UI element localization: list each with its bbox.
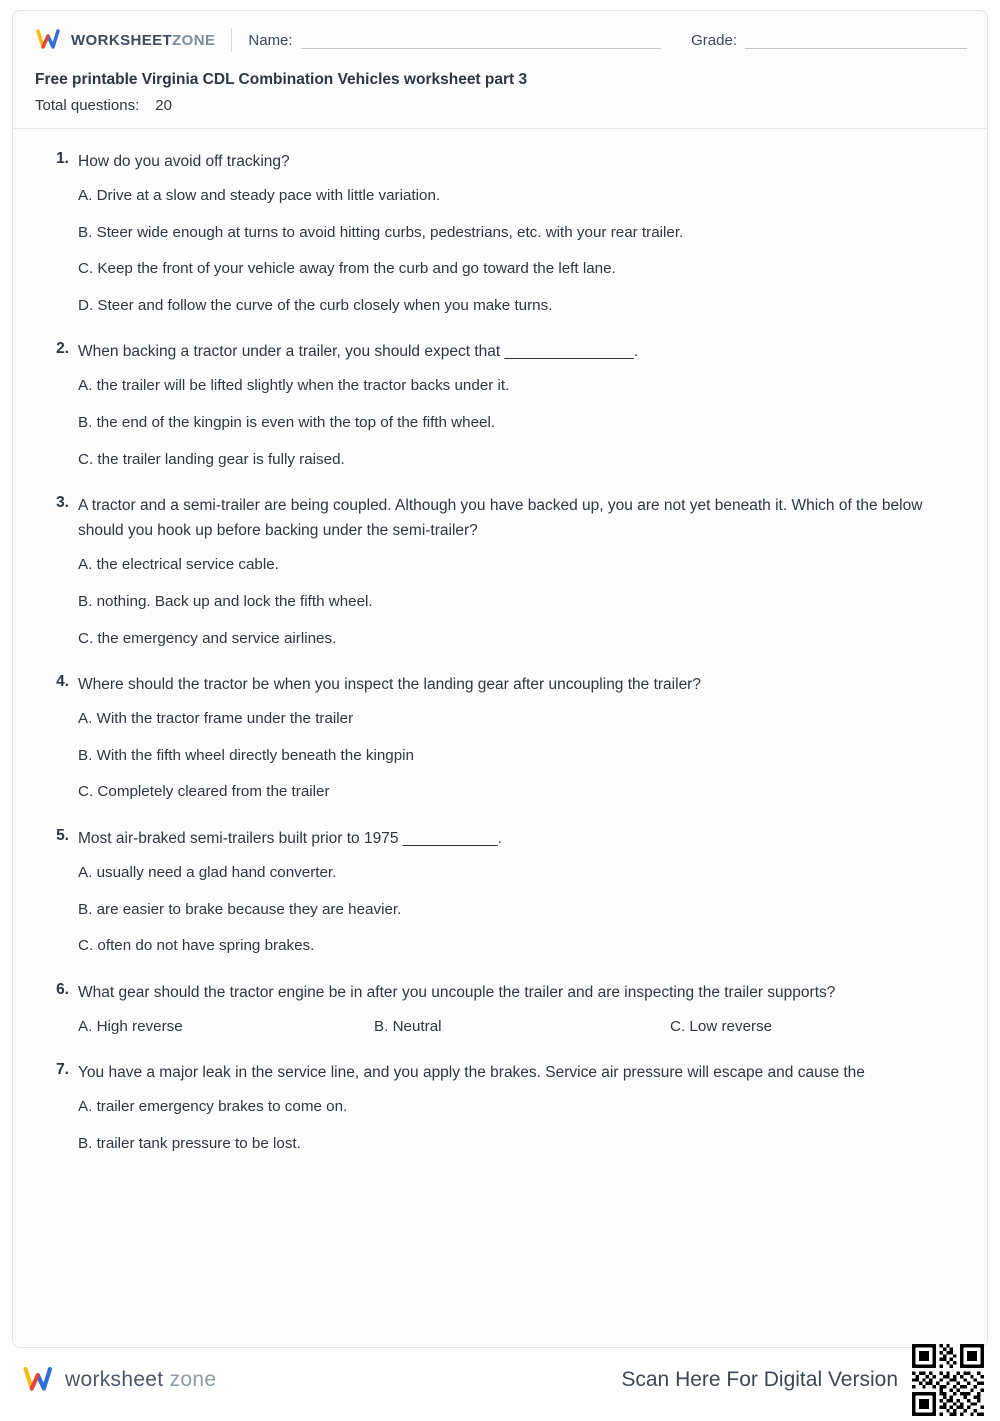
- question-header: [43, 826, 957, 851]
- option-item[interactable]: C. the trailer landing gear is fully raised.: [78, 450, 345, 468]
- question-header: [43, 980, 957, 1005]
- question-header: [43, 672, 957, 697]
- logo-word-primary: WORKSHEET: [71, 31, 173, 49]
- footer-logo-word-primary: worksheet: [65, 1368, 164, 1391]
- question-text: What gear should the tractor engine be in after you uncouple the trailer and are inspecting the trailer supports?: [78, 983, 836, 1001]
- option-item[interactable]: B. Steer wide enough at turns to avoid hitting curbs, pedestrians, etc. with your rear trailer.: [78, 223, 684, 241]
- option-item[interactable]: A. usually need a glad hand converter.: [78, 863, 337, 881]
- question-number: 7.: [56, 1061, 69, 1079]
- option-item[interactable]: A. Drive at a slow and steady pace with little variation.: [78, 187, 441, 205]
- header-logo: [35, 26, 215, 54]
- question-number: 2.: [56, 340, 69, 358]
- scan-prompt: Scan Here For Digital Version: [621, 1368, 898, 1391]
- worksheetzone-logo-icon: [35, 26, 63, 54]
- question-item: [43, 980, 957, 1039]
- footer-logo-word-secondary: zone: [169, 1368, 217, 1391]
- option-item[interactable]: D. Steer and follow the curve of the curb closely when you make turns.: [78, 296, 553, 314]
- question-item: [43, 339, 957, 471]
- question-text: When backing a tractor under a trailer, you should expect that _______________.: [78, 343, 639, 361]
- header-divider: [231, 28, 232, 52]
- option-list: [43, 1095, 957, 1155]
- question-header: [43, 339, 957, 364]
- option-item[interactable]: C. often do not have spring brakes.: [78, 937, 315, 955]
- title-block: [13, 69, 987, 128]
- total-questions-label: Total questions:: [35, 97, 140, 114]
- question-item: [43, 672, 957, 804]
- option-list: [43, 861, 957, 958]
- option-item[interactable]: A. the trailer will be lifted slightly when the tractor backs under it.: [78, 377, 510, 395]
- option-list: [43, 184, 957, 317]
- name-input[interactable]: [301, 32, 661, 49]
- question-text: Where should the tractor be when you inspect the landing gear after uncoupling the trailer?: [78, 676, 701, 694]
- total-questions: [35, 97, 965, 114]
- header-logo-text: [71, 32, 215, 49]
- total-questions-count: 20: [155, 97, 172, 114]
- option-item[interactable]: B. trailer tank pressure to be lost.: [78, 1135, 301, 1152]
- question-number: 3.: [56, 494, 69, 512]
- question-number: 5.: [56, 826, 69, 844]
- option-item[interactable]: B. nothing. Back up and lock the fifth wheel.: [78, 592, 373, 610]
- option-item[interactable]: C. Keep the front of your vehicle away from the curb and go toward the left lane.: [78, 260, 616, 278]
- footer-logo: [22, 1363, 216, 1397]
- question-item: [43, 826, 957, 958]
- option-item[interactable]: A. High reverse: [78, 1017, 183, 1035]
- option-list: [43, 374, 957, 471]
- grade-input[interactable]: [745, 32, 967, 49]
- page-header: [13, 11, 987, 69]
- worksheet-page: [12, 10, 988, 1348]
- option-item[interactable]: A. With the tractor frame under the trailer: [78, 710, 354, 728]
- question-header: [43, 1060, 957, 1085]
- option-item[interactable]: C. the emergency and service airlines.: [78, 629, 337, 647]
- option-item[interactable]: A. the electrical service cable.: [78, 556, 279, 574]
- option-item[interactable]: B. are easier to brake because they are heavier.: [78, 900, 402, 918]
- option-list: [43, 553, 957, 650]
- question-number: 1.: [56, 150, 69, 167]
- qr-code-icon[interactable]: [912, 1344, 984, 1416]
- question-text: Most air-braked semi-trailers built prior to 1975 ___________.: [78, 829, 502, 847]
- page-footer: [12, 1354, 988, 1406]
- option-item[interactable]: C. Completely cleared from the trailer: [78, 783, 330, 801]
- footer-logo-text: [65, 1368, 216, 1392]
- question-text: How do you avoid off tracking?: [78, 153, 290, 170]
- question-item: [43, 1060, 957, 1155]
- question-item: [43, 149, 957, 317]
- question-item: [43, 493, 957, 650]
- option-list: [43, 1015, 957, 1039]
- worksheetzone-logo-icon: [22, 1363, 56, 1397]
- question-text: You have a major leak in the service line, and you apply the brakes. Service air pressure will escape and cause the: [78, 1064, 865, 1082]
- questions-list: [13, 129, 987, 1156]
- option-item[interactable]: C. Low reverse: [670, 1017, 773, 1035]
- question-header: [43, 493, 957, 543]
- option-item[interactable]: B. With the fifth wheel directly beneath the kingpin: [78, 746, 415, 764]
- option-item[interactable]: B. the end of the kingpin is even with the top of the fifth wheel.: [78, 414, 496, 432]
- option-list: [43, 707, 957, 804]
- option-item[interactable]: A. trailer emergency brakes to come on.: [78, 1098, 348, 1116]
- grade-label: Grade:: [691, 31, 737, 49]
- page-title: Free printable Virginia CDL Combination Vehicles worksheet part 3: [35, 71, 528, 88]
- question-header: [43, 149, 957, 174]
- question-number: 4.: [56, 673, 69, 691]
- question-number: 6.: [56, 980, 69, 998]
- question-text: A tractor and a semi-trailer are being coupled. Although you have backed up, you are not yet beneath it. Which of the below should you hook up before backing under the semi-trailer?: [78, 497, 923, 540]
- option-item[interactable]: B. Neutral: [374, 1017, 442, 1035]
- logo-word-secondary: ZONE: [172, 31, 216, 49]
- name-label: Name:: [248, 31, 293, 49]
